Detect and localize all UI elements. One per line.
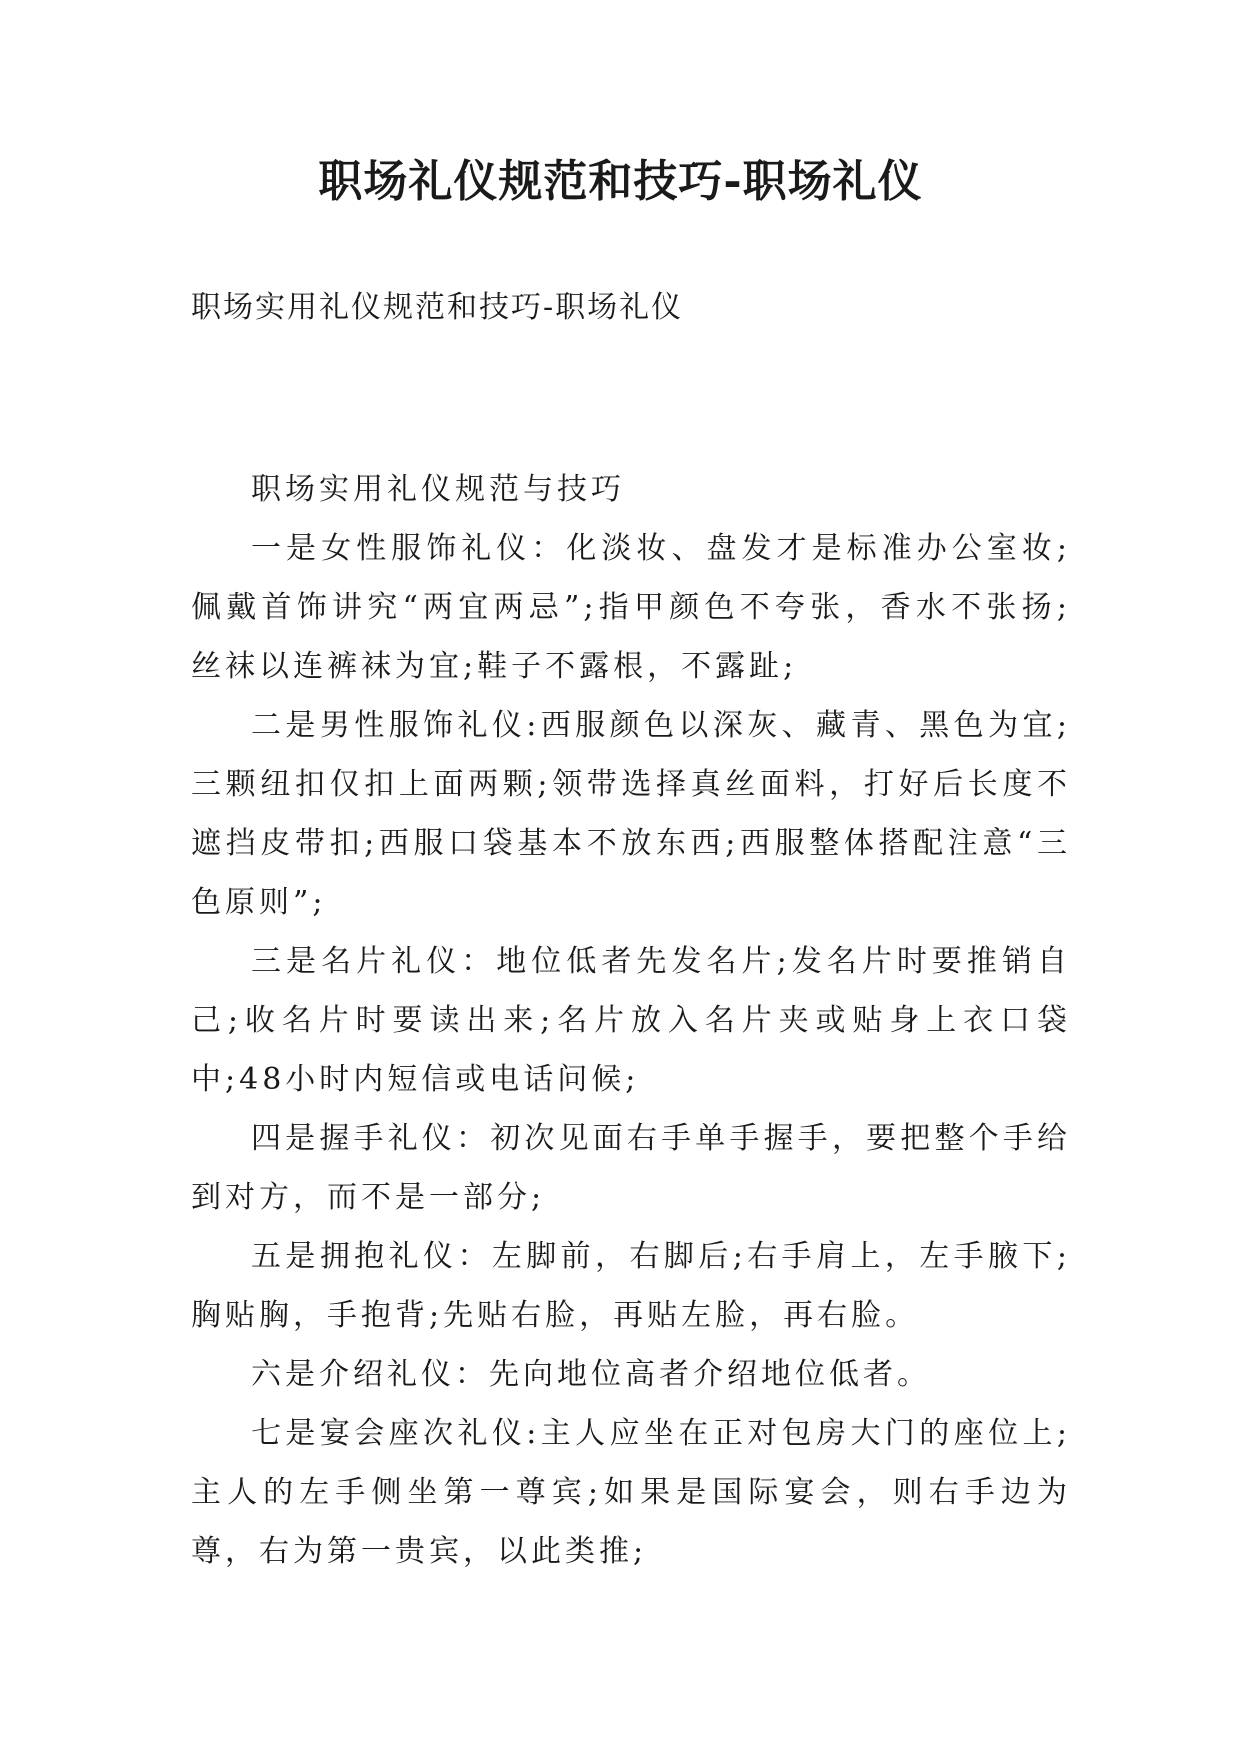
- document-title: 职场礼仪规范和技巧-职场礼仪: [318, 156, 923, 207]
- body-paragraph: 职场实用礼仪规范与技巧: [251, 472, 625, 507]
- body-paragraph: 一是女性服饰礼仪：化淡妆、盘发才是标准办公室妆;佩戴首饰讲究“两宜两忌”;指甲颜色不夸张，香水不张扬;丝袜以连裤袜为宜;鞋子不露根，不露趾;: [191, 531, 1071, 684]
- document-subtitle: 职场实用礼仪规范和技巧-职场礼仪: [191, 290, 684, 325]
- body-paragraph: 四是握手礼仪：初次见面右手单手握手，要把整个手给到对方，而不是一部分;: [191, 1121, 1071, 1215]
- body-paragraph: 三是名片礼仪：地位低者先发名片;发名片时要推销自己;收名片时要读出来;名片放入名片夹或贴身上衣口袋中;48小时内短信或电话问候;: [191, 944, 1071, 1097]
- body-paragraph: 五是拥抱礼仪：左脚前，右脚后;右手肩上，左手腋下;胸贴胸，手抱背;先贴右脸，再贴左脸，再右脸。: [191, 1239, 1071, 1333]
- body-paragraph: 七是宴会座次礼仪:主人应坐在正对包房大门的座位上;主人的左手侧坐第一尊宾;如果是国际宴会，则右手边为尊，右为第一贵宾，以此类推;: [191, 1416, 1071, 1569]
- body-paragraph: 二是男性服饰礼仪:西服颜色以深灰、藏青、黑色为宜;三颗纽扣仅扣上面两颗;领带选择真丝面料，打好后长度不遮挡皮带扣;西服口袋基本不放东西;西服整体搭配注意“三色原则”;: [191, 708, 1071, 920]
- body-paragraph: 六是介绍礼仪：先向地位高者介绍地位低者。: [251, 1357, 931, 1392]
- document-body: [191, 460, 1071, 1581]
